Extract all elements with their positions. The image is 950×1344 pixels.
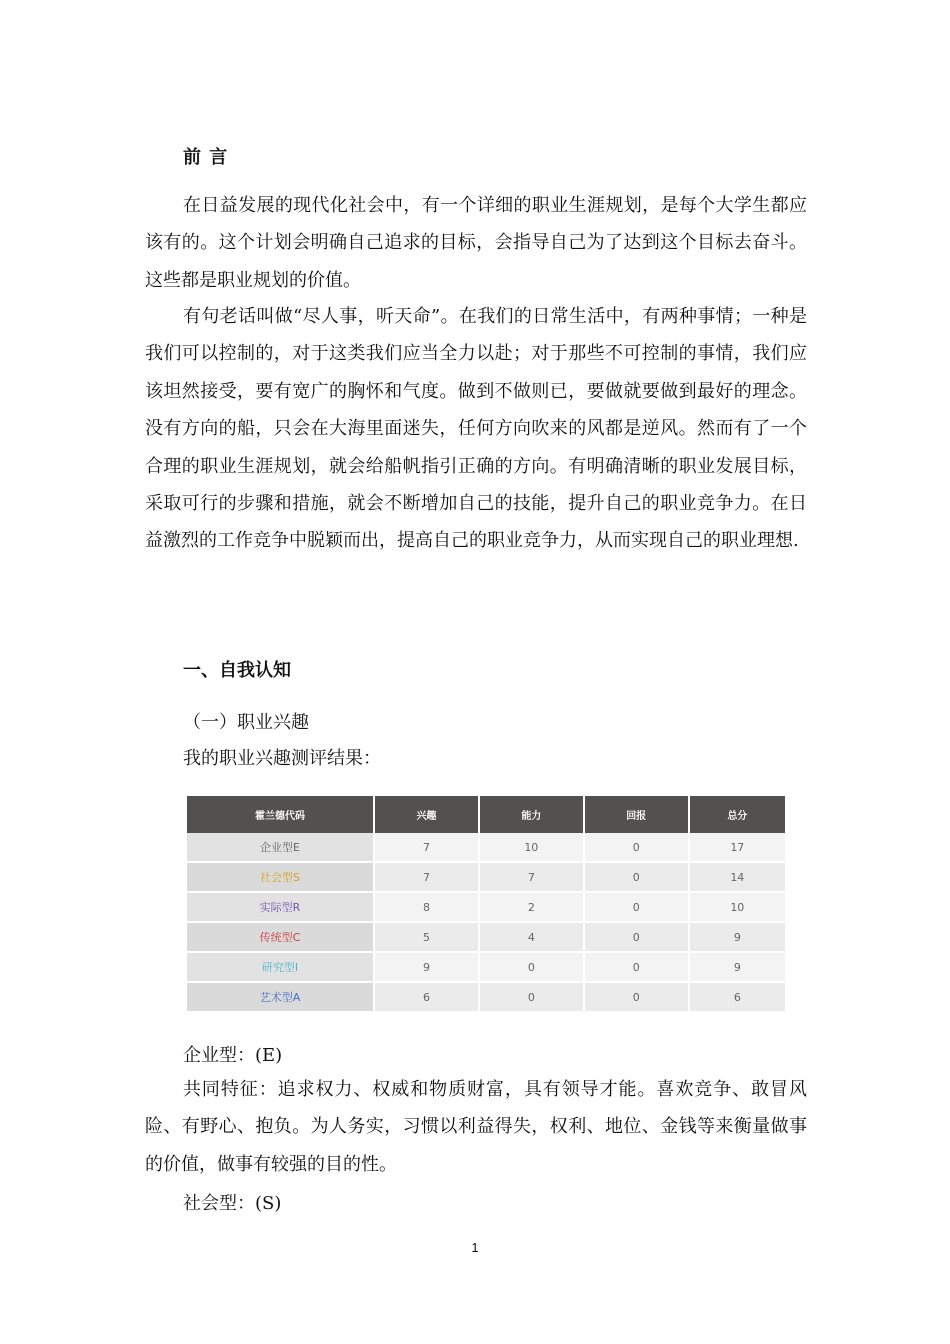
preface-paragraph-1: 在日益发展的现代化社会中，有一个详细的职业生涯规划，是每个大学生都应该有的。这个计划会明确自己追求的目标，会指导自己为了达到这个目标去奋斗。这些都是职业规划的价值。 xyxy=(145,195,807,291)
reward-cell: 0 xyxy=(585,983,690,1013)
holland-code-cell: 企业型E xyxy=(187,833,375,863)
table-row xyxy=(187,953,785,983)
holland-code-cell: 艺术型A xyxy=(187,983,375,1013)
interest-cell: 5 xyxy=(375,923,480,953)
header-ability: 能力 xyxy=(480,796,585,833)
interest-cell: 6 xyxy=(375,983,480,1013)
enterprise-type-description: 共同特征：追求权力、权威和物质财富，具有领导才能。喜欢竞争、敢冒风险、有野心、抱负。为人务实，习惯以利益得失，权利、地位、金钱等来衡量做事的价值，做事有较强的目的性。 xyxy=(145,1079,807,1175)
reward-cell: 0 xyxy=(585,923,690,953)
table-row xyxy=(187,833,785,863)
total-cell: 17 xyxy=(690,833,785,863)
enterprise-type-label: 企业型：(E) xyxy=(183,1045,283,1066)
holland-code-cell: 实际型R xyxy=(187,893,375,923)
reward-cell: 0 xyxy=(585,863,690,893)
table-row xyxy=(187,983,785,1013)
holland-code-cell: 研究型I xyxy=(187,953,375,983)
ability-cell: 2 xyxy=(480,893,585,923)
test-result-label: 我的职业兴趣测评结果： xyxy=(183,748,381,769)
header-total: 总分 xyxy=(690,796,785,833)
reward-cell: 0 xyxy=(585,833,690,863)
table-row xyxy=(187,893,785,923)
header-interest: 兴趣 xyxy=(375,796,480,833)
page-number: 1 xyxy=(471,1240,479,1255)
preface-paragraph-2: 有句老话叫做“尽人事，听天命”。在我们的日常生活中，有两种事情；一种是我们可以控制的，对于这类我们应当全力以赴；对于那些不可控制的事情，我们应该坦然接受，要有宽广的胸怀和气度。做到不做则已，要做就要做到最好的理念。没有方向的船，只会在大海里面迷失，任何方向吹来的风都是逆风。然而有了一个合理的职业生涯规划，就会给船帆指引正确的方向。有明确清晰的职业发展目标，采取可行的步骤和措施，就会不断增加自己的技能，提升自己的职业竞争力。在日益激烈的工作竞争中脱颖而出，提高自己的职业竞争力，从而实现自己的职业理想. xyxy=(145,306,807,552)
subsection-career-interest: （一）职业兴趣 xyxy=(183,712,309,733)
interest-cell: 8 xyxy=(375,893,480,923)
total-cell: 9 xyxy=(690,923,785,953)
total-cell: 10 xyxy=(690,893,785,923)
total-cell: 14 xyxy=(690,863,785,893)
table-row xyxy=(187,863,785,893)
holland-code-cell: 传统型C xyxy=(187,923,375,953)
reward-cell: 0 xyxy=(585,893,690,923)
reward-cell: 0 xyxy=(585,953,690,983)
preface-title: 前 言 xyxy=(183,147,229,168)
header-holland-code: 霍兰德代码 xyxy=(187,796,375,833)
ability-cell: 4 xyxy=(480,923,585,953)
section-title-self-awareness: 一、自我认知 xyxy=(183,660,291,681)
header-reward: 回报 xyxy=(585,796,690,833)
holland-code-cell: 社会型S xyxy=(187,863,375,893)
total-cell: 6 xyxy=(690,983,785,1013)
ability-cell: 0 xyxy=(480,983,585,1013)
ability-cell: 10 xyxy=(480,833,585,863)
total-cell: 9 xyxy=(690,953,785,983)
interest-cell: 7 xyxy=(375,863,480,893)
ability-cell: 7 xyxy=(480,863,585,893)
ability-cell: 0 xyxy=(480,953,585,983)
table-header-row xyxy=(187,796,785,833)
interest-cell: 9 xyxy=(375,953,480,983)
interest-cell: 7 xyxy=(375,833,480,863)
table-row xyxy=(187,923,785,953)
holland-code-table xyxy=(187,796,785,1013)
social-type-label: 社会型：(S) xyxy=(183,1193,282,1214)
